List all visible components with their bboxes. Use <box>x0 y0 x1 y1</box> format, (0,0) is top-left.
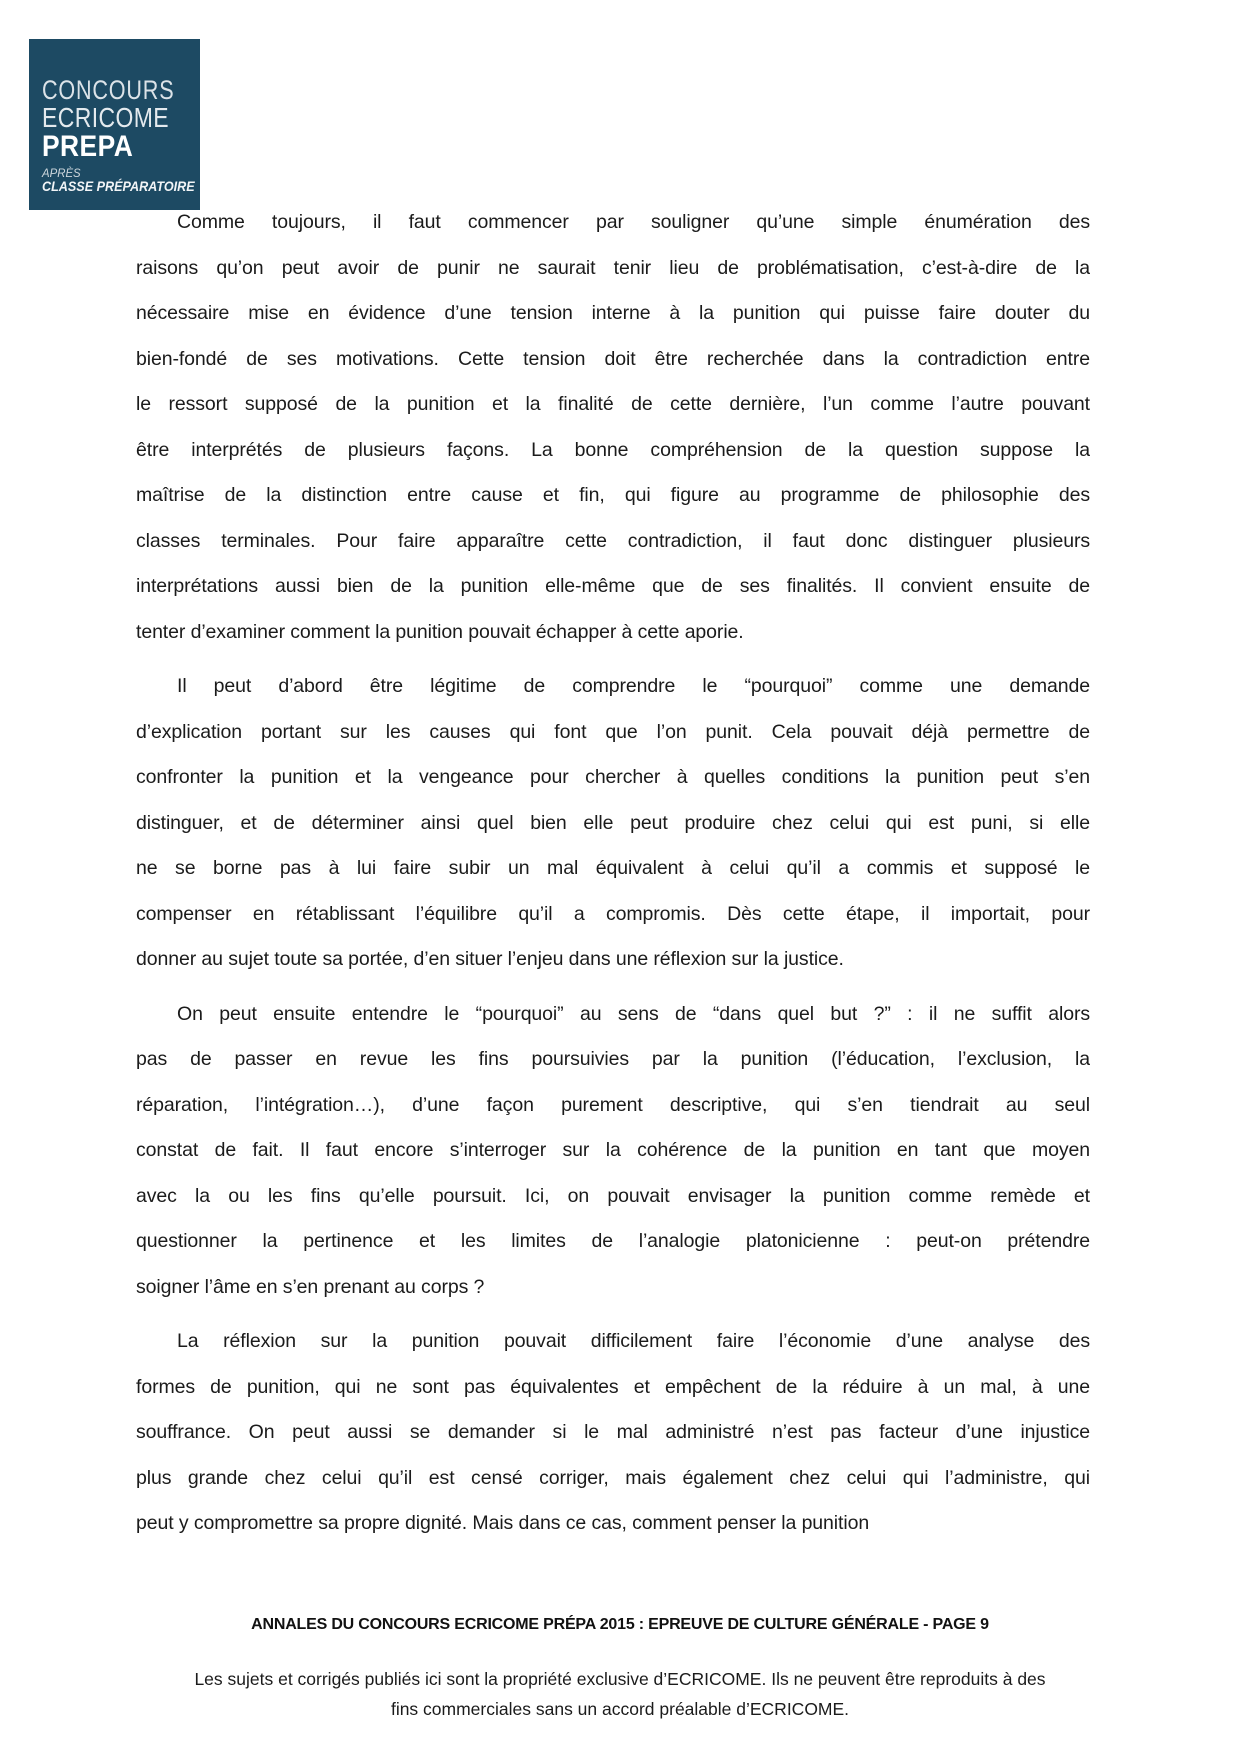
body-paragraph <box>136 664 1090 983</box>
body-line: confronter la punition et la vengeance pour chercher à quelles conditions la punition peut s’en <box>136 766 1090 788</box>
body-paragraph <box>136 1319 1090 1547</box>
body-line: La réflexion sur la punition pouvait difficilement faire l’économie d’une analyse des <box>177 1330 1090 1352</box>
body-line: distinguer, et de déterminer ainsi quel bien elle peut produire chez celui qui est puni, si elle <box>136 811 1090 834</box>
body-paragraph <box>136 200 1090 655</box>
footer-copyright-line1: Les sujets et corrigés publiés ici sont la propriété exclusive d’ECRICOME. Ils ne peuvent être reproduits à des <box>194 1669 1046 1689</box>
body-line: peut y compromettre sa propre dignité. Mais dans ce cas, comment penser la punition <box>136 1512 870 1534</box>
body-line: bien-fondé de ses motivations. Cette tension doit être recherchée dans la contradiction entre <box>136 347 1090 370</box>
body-line: plus grande chez celui qu’il est censé corriger, mais également chez celui qui l’administre, qui <box>136 1466 1090 1489</box>
body-line: le ressort supposé de la punition et la finalité de cette dernière, l’un comme l’autre pouvant <box>136 393 1090 415</box>
body-line: être interprétés de plusieurs façons. La bonne compréhension de la question suppose la <box>136 438 1090 461</box>
body-line: pas de passer en revue les fins poursuivies par la punition (l’éducation, l’exclusion, la <box>136 1048 1090 1070</box>
body-line: d’explication portant sur les causes qui font que l’on punit. Cela pouvait déjà permettre de <box>136 720 1090 743</box>
body-text <box>136 200 1090 1556</box>
logo-text-concours: CONCOURS <box>42 75 175 105</box>
body-line: soigner l’âme en s’en prenant au corps ? <box>136 1275 485 1298</box>
body-line: maîtrise de la distinction entre cause et fin, qui figure au programme de philosophie des <box>136 484 1090 506</box>
footer-copyright-line2: fins commerciales sans un accord préalable d’ECRICOME. <box>390 1699 850 1719</box>
body-line: Comme toujours, il faut commencer par souligner qu’une simple énumération des <box>177 211 1090 233</box>
ecricome-logo <box>29 39 200 210</box>
body-line: ne se borne pas à lui faire subir un mal équivalent à celui qu’il a commis et supposé le <box>136 857 1090 879</box>
body-line: classes terminales. Pour faire apparaître cette contradiction, il faut donc distinguer plusieurs <box>136 529 1090 552</box>
logo-text-prepa: PREPA <box>42 130 134 163</box>
body-line: réparation, l’intégration…), d’une façon purement descriptive, qui s’en tiendrait au seul <box>136 1093 1090 1116</box>
body-line: Il peut d’abord être légitime de comprendre le “pourquoi” comme une demande <box>177 675 1090 697</box>
body-line: constat de fait. Il faut encore s’interroger sur la cohérence de la punition en tant que moyen <box>136 1139 1090 1161</box>
footer-page-info: ANNALES DU CONCOURS ECRICOME PRÉPA 2015 : EPREUVE DE CULTURE GÉNÉRALE - PAGE 9 <box>251 1616 989 1633</box>
body-paragraph <box>136 992 1090 1311</box>
logo-text-apres: APRÈS <box>42 166 81 180</box>
body-line: souffrance. On peut aussi se demander si le mal administré n’est pas facteur d’une injustice <box>136 1421 1090 1443</box>
logo-text-ecricome: ECRICOME <box>42 102 170 133</box>
body-line: compenser en rétablissant l’équilibre qu’il a compromis. Dès cette étape, il importait, pour <box>136 902 1090 925</box>
body-line: nécessaire mise en évidence d’une tension interne à la punition qui puisse faire douter du <box>136 302 1090 324</box>
footer-copyright <box>70 1664 1170 1724</box>
body-line: donner au sujet toute sa portée, d’en situer l’enjeu dans une réflexion sur la justice. <box>136 948 844 970</box>
body-line: avec la ou les fins qu’elle poursuit. Ici, on pouvait envisager la punition comme remède et <box>136 1184 1090 1207</box>
body-line: questionner la pertinence et les limites de l’analogie platonicienne : peut-on prétendre <box>136 1230 1090 1252</box>
body-line: tenter d’examiner comment la punition pouvait échapper à cette aporie. <box>136 620 744 643</box>
logo-text-classe-preparatoire: CLASSE PRÉPARATOIRE <box>42 178 195 194</box>
body-line: raisons qu’on peut avoir de punir ne saurait tenir lieu de problématisation, c’est-à-dire de la <box>136 256 1090 279</box>
body-line: formes de punition, qui ne sont pas équivalentes et empêchent de la réduire à un mal, à une <box>136 1375 1090 1398</box>
body-line: interprétations aussi bien de la punition elle-même que de ses finalités. Il convient ensuite de <box>136 575 1090 597</box>
body-line: On peut ensuite entendre le “pourquoi” au sens de “dans quel but ?” : il ne suffit alors <box>177 1002 1090 1025</box>
